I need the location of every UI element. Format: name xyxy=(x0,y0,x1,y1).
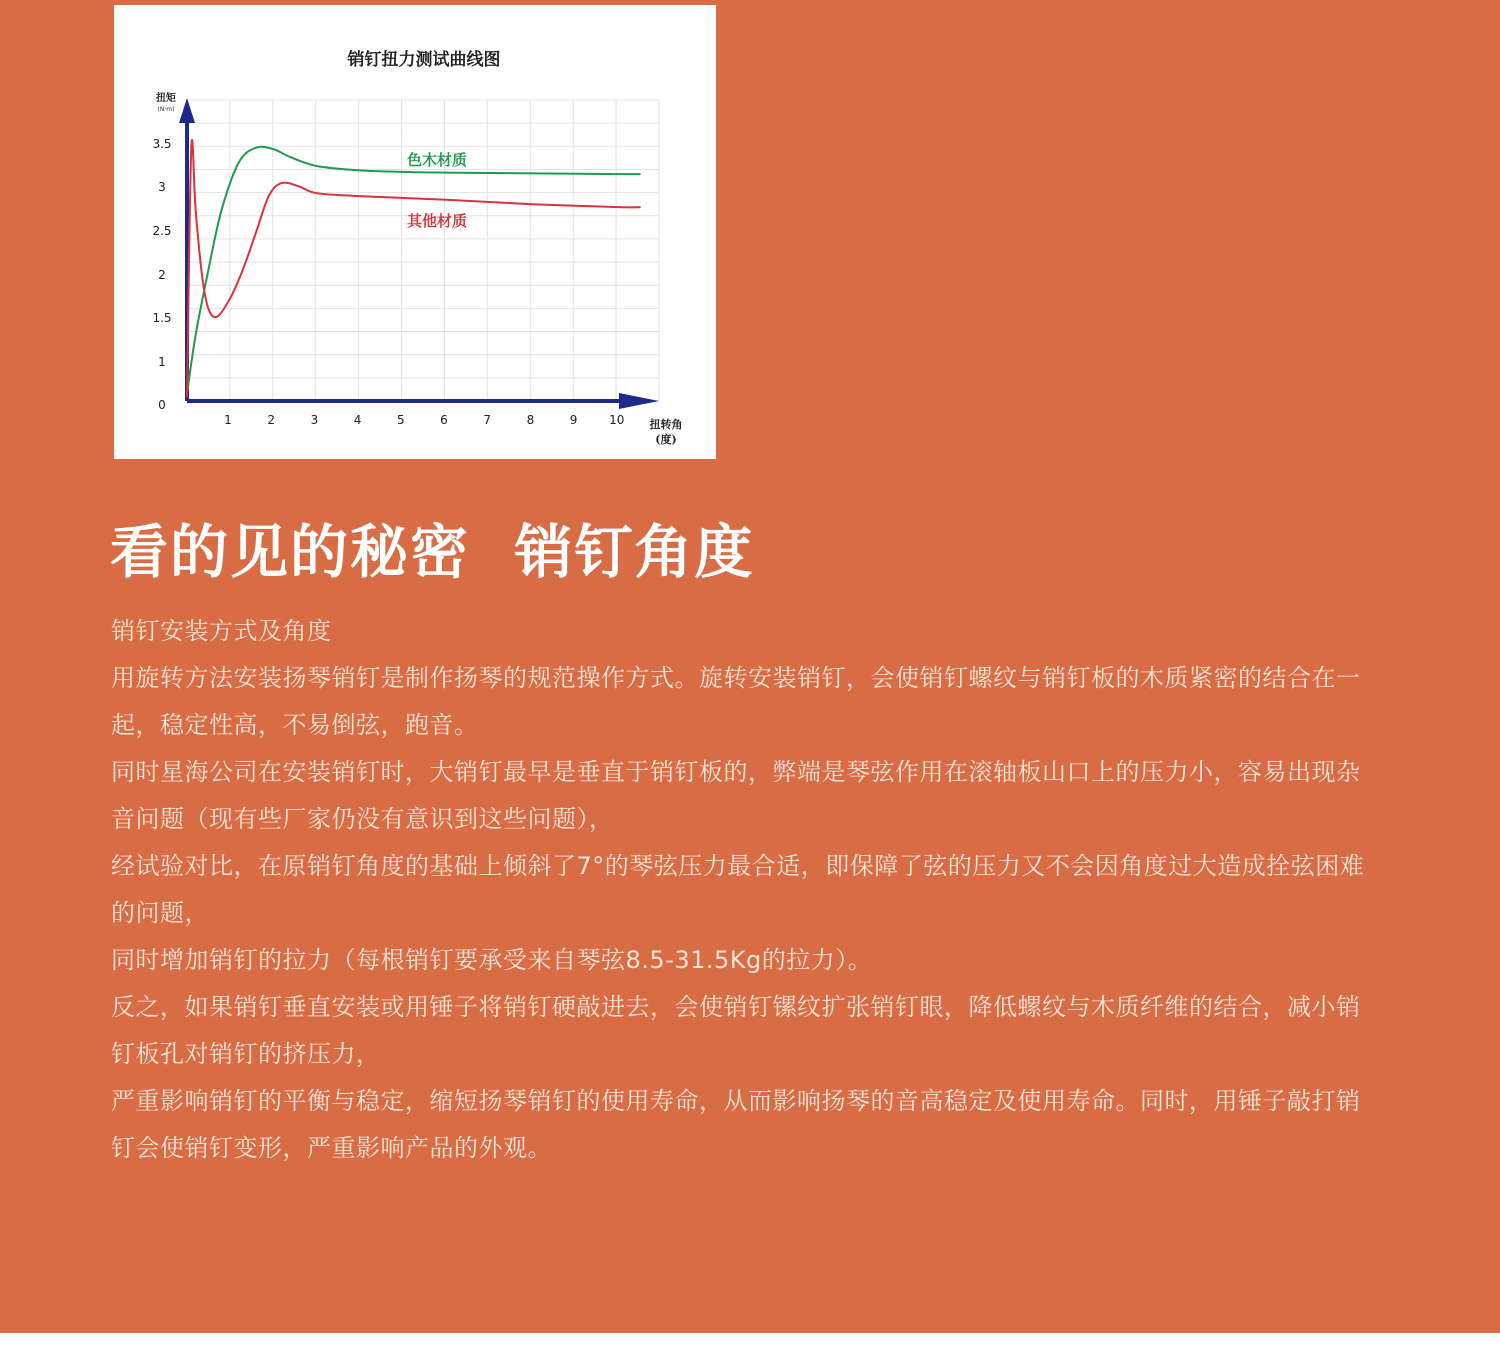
x-axis-label: 扭转角 xyxy=(649,418,683,431)
y-axis-unit: (N·m) xyxy=(157,106,175,113)
paragraph: 严重影响销钉的平衡与稳定，缩短扬琴销钉的使用寿命，从而影响扬琴的音高稳定及使用寿命。同时，用锤子敲打销钉会使销钉变形，严重影响产品的外观。 xyxy=(111,1087,1361,1162)
y-tick-label: 1.5 xyxy=(152,311,172,325)
paragraph: 反之，如果销钉垂直安装或用锤子将销钉硬敲进去，会使销钉镙纹扩张销钉眼，降低螺纹与木质纤维的结合，减小销钉板孔对销钉的挤压力， xyxy=(111,993,1361,1068)
chart-series xyxy=(187,140,641,397)
x-tick-label: 7 xyxy=(483,413,492,427)
x-tick-label: 2 xyxy=(267,413,276,427)
y-tick-label: 1 xyxy=(158,355,166,369)
y-axis-label: 扭矩 xyxy=(156,93,176,104)
y-tick-label: 3 xyxy=(158,180,166,194)
x-axis-arrow xyxy=(619,393,659,409)
chart-axes xyxy=(179,98,659,409)
torque-chart xyxy=(114,5,716,459)
y-axis-arrow xyxy=(179,98,195,123)
series-line-colorwood xyxy=(187,147,641,394)
y-tick-label: 2 xyxy=(158,268,166,282)
y-tick-label: 3.5 xyxy=(152,137,172,151)
chart-grid xyxy=(187,100,659,401)
x-tick-label: 10 xyxy=(609,413,625,427)
y-tick-label: 0 xyxy=(158,398,166,412)
section-headline: 看的见的秘密 销钉角度 xyxy=(110,518,755,586)
x-tick-label: 4 xyxy=(353,413,362,427)
chart-title: 销钉扭力测试曲线图 xyxy=(347,50,501,70)
paragraph-subtitle: 销钉安装方式及角度 xyxy=(111,617,332,645)
y-tick-label: 2.5 xyxy=(152,224,172,238)
x-tick-label: 8 xyxy=(526,413,535,427)
x-axis-unit: (度) xyxy=(655,433,677,446)
x-tick-label: 9 xyxy=(569,413,578,427)
x-tick-label: 1 xyxy=(224,413,232,427)
x-tick-label: 6 xyxy=(440,413,448,427)
x-tick-label: 3 xyxy=(310,413,319,427)
series-line-other xyxy=(187,140,641,397)
paragraph: 同时增加销钉的拉力（每根销钉要承受来自琴弦8.5-31.5Kg的拉力）。 xyxy=(111,946,873,974)
series-label-other: 其他材质 xyxy=(407,212,468,230)
series-label-colorwood: 色木材质 xyxy=(407,151,468,169)
torque-chart-card xyxy=(114,5,716,459)
paragraph: 同时星海公司在安装销钉时，大销钉最早是垂直于销钉板的，弊端是琴弦作用在滚轴板山口上的压力小，容易出现杂音问题（现有些厂家仍没有意识到这些问题）， xyxy=(111,758,1361,833)
chart-ticks xyxy=(152,137,624,427)
paragraph: 经试验对比，在原销钉角度的基础上倾斜了7°的琴弦压力最合适，即保障了弦的压力又不会因角度过大造成拴弦困难的问题， xyxy=(111,852,1365,927)
x-tick-label: 5 xyxy=(396,413,405,427)
paragraph: 用旋转方法安装扬琴销钉是制作扬琴的规范操作方式。旋转安装销钉，会使销钉螺纹与销钉板的木质紧密的结合在一起，稳定性高，不易倒弦，跑音。 xyxy=(111,664,1361,739)
description-text xyxy=(111,608,1371,1172)
